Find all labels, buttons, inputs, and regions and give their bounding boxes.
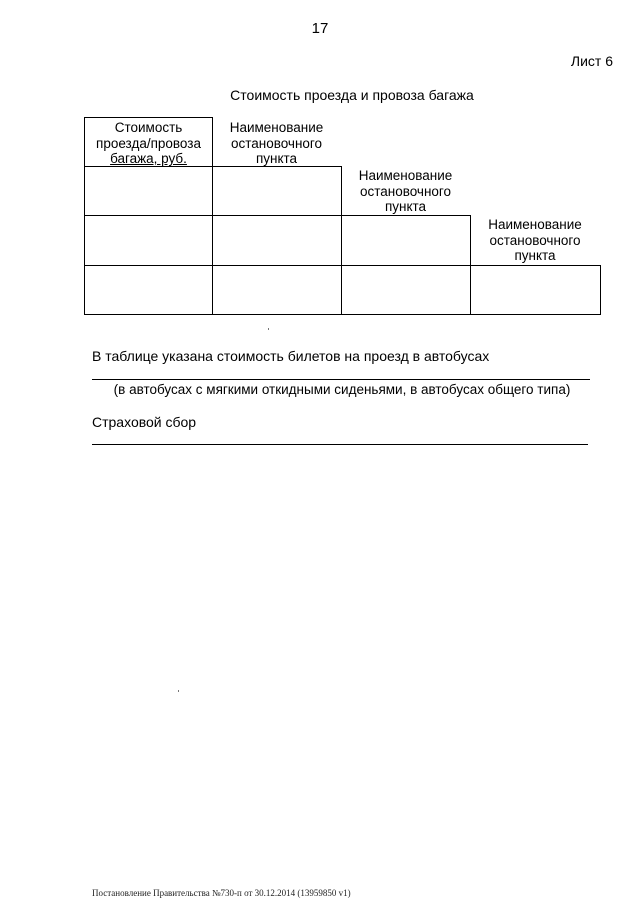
page-number: 17 — [311, 20, 329, 37]
fill-in-line — [92, 444, 588, 445]
header-line: Наименование — [358, 168, 453, 183]
ticket-price-sentence: В таблице указана стоимость билетов на проезд в автобусах — [92, 348, 490, 364]
table-line — [600, 265, 601, 315]
header-line: пункта — [384, 199, 427, 214]
header-line: остановочного — [489, 232, 581, 248]
insurance-fee-label: Страховой сбор — [92, 414, 197, 430]
stop-header-2 — [341, 168, 470, 215]
sheet-label: Лист 6 — [570, 53, 613, 69]
header-line: пункта — [255, 151, 298, 166]
header-line: Наименование — [488, 217, 582, 232]
table-line — [84, 117, 213, 118]
header-line: остановочного — [359, 183, 452, 199]
fill-in-line — [92, 379, 590, 380]
footer-reference: Постановление Правительства №730-п от 30.12.2014 (13959850 v1) — [92, 888, 351, 898]
header-line: Наименование — [229, 120, 324, 135]
header-line: остановочного — [230, 135, 323, 151]
fare-column-header — [84, 120, 213, 167]
header-line: багажа, руб. — [110, 151, 187, 166]
table-line — [84, 215, 471, 216]
table-line — [84, 314, 601, 315]
document-title: Стоимость проезда и провоза багажа — [230, 87, 474, 103]
header-line: проезда/провоза — [96, 135, 201, 151]
header-line: Стоимость — [114, 120, 183, 135]
stop-header-3 — [470, 217, 600, 264]
scan-speck — [178, 690, 179, 692]
scan-speck — [268, 328, 269, 330]
table-line — [84, 265, 601, 266]
stop-header-1 — [212, 120, 341, 167]
bus-types-note: (в автобусах с мягкими откидными сиденьями, в автобусах общего типа) — [113, 382, 571, 397]
header-line: пункта — [514, 248, 556, 263]
